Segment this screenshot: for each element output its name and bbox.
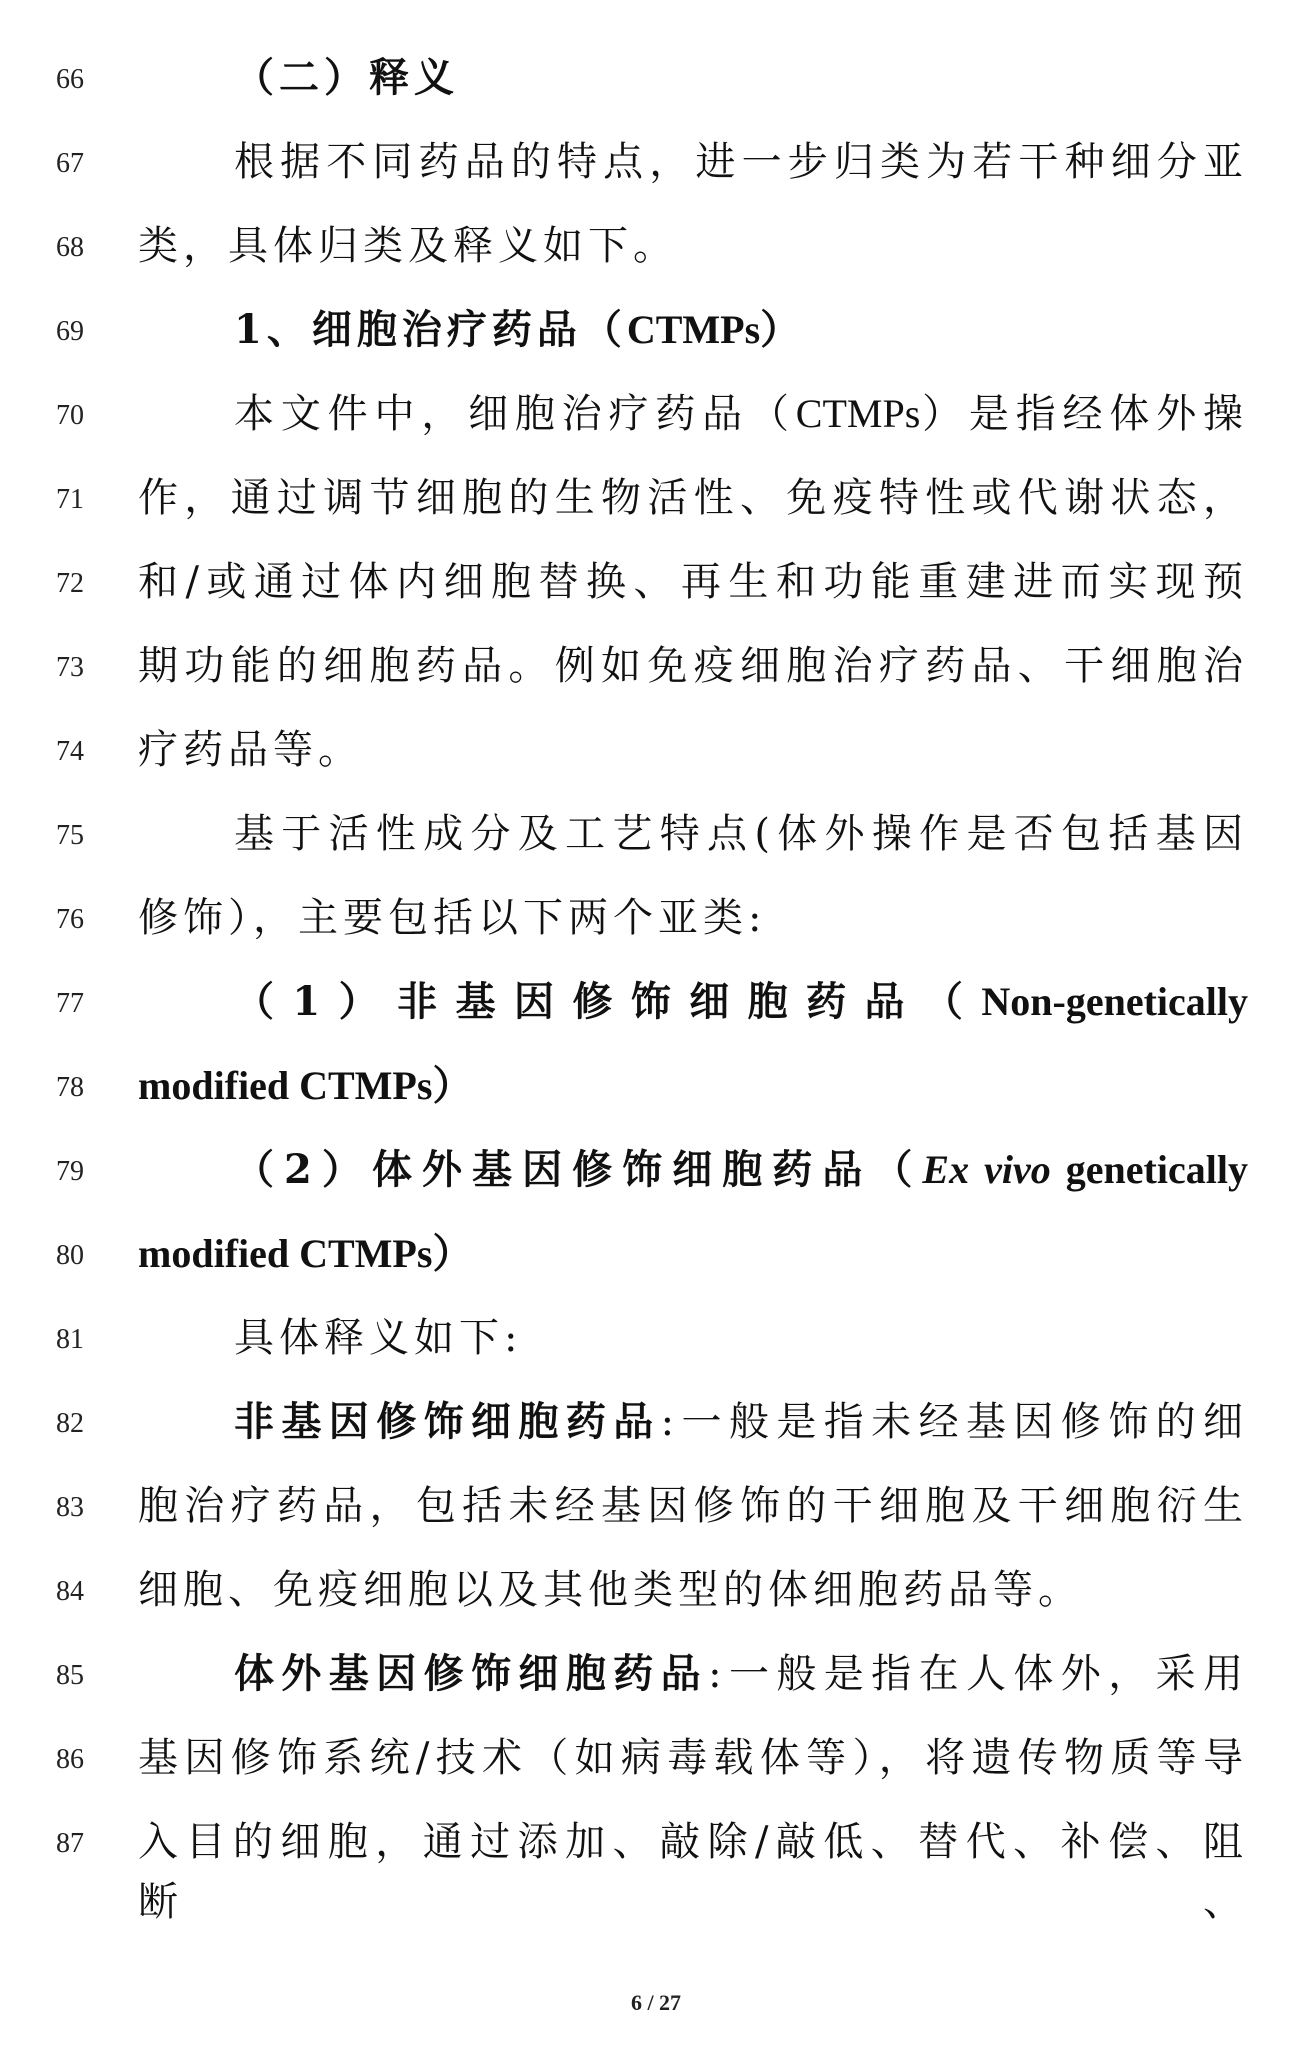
- page-number: 6 / 27: [630, 1990, 682, 2015]
- line-78: [0, 1050, 1312, 1134]
- paragraph-text: 基因修饰系统/技术（如病毒载体等），将遗传物质等导: [138, 1735, 1248, 1781]
- section-heading: （二）释义: [234, 54, 459, 101]
- line-70: [0, 378, 1312, 462]
- paragraph-text: 具体释义如下:: [234, 1315, 523, 1361]
- subtype-heading: [138, 1056, 1248, 1116]
- heading-text: 1、细胞治疗药品（: [234, 306, 627, 353]
- paragraph-text: 入目的细胞，通过添加、敲除/敲低、替代、补偿、阻断、: [138, 1819, 1248, 1925]
- paragraph-text: 类，具体归类及释义如下。: [138, 223, 678, 269]
- heading-italic: Ex vivo: [922, 1147, 1051, 1192]
- line-number: 66: [56, 64, 84, 95]
- heading-text: ）: [760, 306, 806, 353]
- line-80: [0, 1218, 1312, 1302]
- heading-english: modified CTMPs: [138, 1231, 433, 1276]
- line-68: [0, 210, 1312, 294]
- definition-body: :一般是指未经基因修饰的细: [660, 1399, 1248, 1445]
- line-82: [0, 1386, 1312, 1470]
- line-number: 72: [56, 568, 84, 599]
- abbreviation: CTMPs: [795, 391, 921, 436]
- line-number: 76: [56, 904, 84, 935]
- definition-text: [234, 1392, 1248, 1452]
- subtype-heading: [234, 1140, 1248, 1200]
- line-number: 68: [56, 232, 84, 263]
- subsection-heading: [234, 300, 1248, 360]
- line-67: [0, 126, 1312, 210]
- line-number: 69: [56, 316, 84, 347]
- line-number: 79: [56, 1156, 84, 1187]
- line-number: 73: [56, 652, 84, 683]
- line-number: 82: [56, 1408, 84, 1439]
- paragraph-text: 胞治疗药品，包括未经基因修饰的干细胞及干细胞衍生: [138, 1483, 1248, 1529]
- heading-text: ）: [432, 1230, 478, 1277]
- heading-text: （2）体外基因修饰细胞药品（: [234, 1146, 923, 1193]
- line-number: 77: [56, 988, 84, 1019]
- line-79: [0, 1134, 1312, 1218]
- subtype-heading: [138, 1224, 1248, 1284]
- line-number: 74: [56, 736, 84, 767]
- line-77: [0, 966, 1312, 1050]
- line-number: 83: [56, 1492, 84, 1523]
- line-number: 67: [56, 148, 84, 179]
- heading-english: genetically: [1050, 1147, 1248, 1192]
- line-69: [0, 294, 1312, 378]
- line-83: [0, 1470, 1312, 1554]
- paragraph-text: 作，通过调节细胞的生物活性、免疫特性或代谢状态，: [138, 475, 1248, 521]
- heading-text: （1）非基因修饰细胞药品（: [234, 978, 982, 1025]
- definition-term: 非基因修饰细胞药品: [234, 1398, 661, 1445]
- subtype-heading: [234, 972, 1248, 1032]
- line-number: 70: [56, 400, 84, 431]
- line-number: 86: [56, 1744, 84, 1775]
- line-71: [0, 462, 1312, 546]
- paragraph-text: 细胞、免疫细胞以及其他类型的体细胞药品等。: [138, 1567, 1083, 1613]
- heading-english: modified CTMPs: [138, 1063, 433, 1108]
- line-76: [0, 882, 1312, 966]
- line-81: [0, 1302, 1312, 1386]
- paragraph-text: 疗药品等。: [138, 727, 363, 773]
- line-75: [0, 798, 1312, 882]
- line-number: 87: [56, 1828, 84, 1859]
- heading-english: Non-genetically: [981, 979, 1248, 1024]
- paragraph-text: 和/或通过体内细胞替换、再生和功能重建进而实现预: [138, 559, 1248, 605]
- line-74: [0, 714, 1312, 798]
- definition-text: [234, 1644, 1248, 1704]
- line-66: [0, 42, 1312, 126]
- line-87: [0, 1806, 1312, 1925]
- line-85: [0, 1638, 1312, 1722]
- paragraph-text: [234, 384, 1248, 444]
- text-segment: 本文件中，细胞治疗药品（: [234, 391, 796, 437]
- heading-abbreviation: CTMPs: [626, 307, 761, 352]
- line-number: 78: [56, 1072, 84, 1103]
- text-segment: ）是指经体外操: [920, 391, 1249, 437]
- line-number: 80: [56, 1240, 84, 1271]
- paragraph-text: 根据不同药品的特点，进一步归类为若干种细分亚: [234, 139, 1248, 185]
- line-number: 81: [56, 1324, 84, 1355]
- line-73: [0, 630, 1312, 714]
- line-72: [0, 546, 1312, 630]
- paragraph-text: 基于活性成分及工艺特点(体外操作是否包括基因: [234, 811, 1248, 857]
- heading-text: ）: [432, 1062, 478, 1109]
- line-number: 85: [56, 1660, 84, 1691]
- paragraph-text: 修饰），主要包括以下两个亚类:: [138, 895, 767, 941]
- definition-term: 体外基因修饰细胞药品: [234, 1650, 709, 1697]
- paragraph-text: 期功能的细胞药品。例如免疫细胞治疗药品、干细胞治: [138, 643, 1248, 689]
- line-84: [0, 1554, 1312, 1638]
- line-86: [0, 1722, 1312, 1806]
- line-number: 71: [56, 484, 84, 515]
- line-number: 84: [56, 1576, 84, 1607]
- line-number: 75: [56, 820, 84, 851]
- definition-body: :一般是指在人体外，采用: [708, 1651, 1248, 1697]
